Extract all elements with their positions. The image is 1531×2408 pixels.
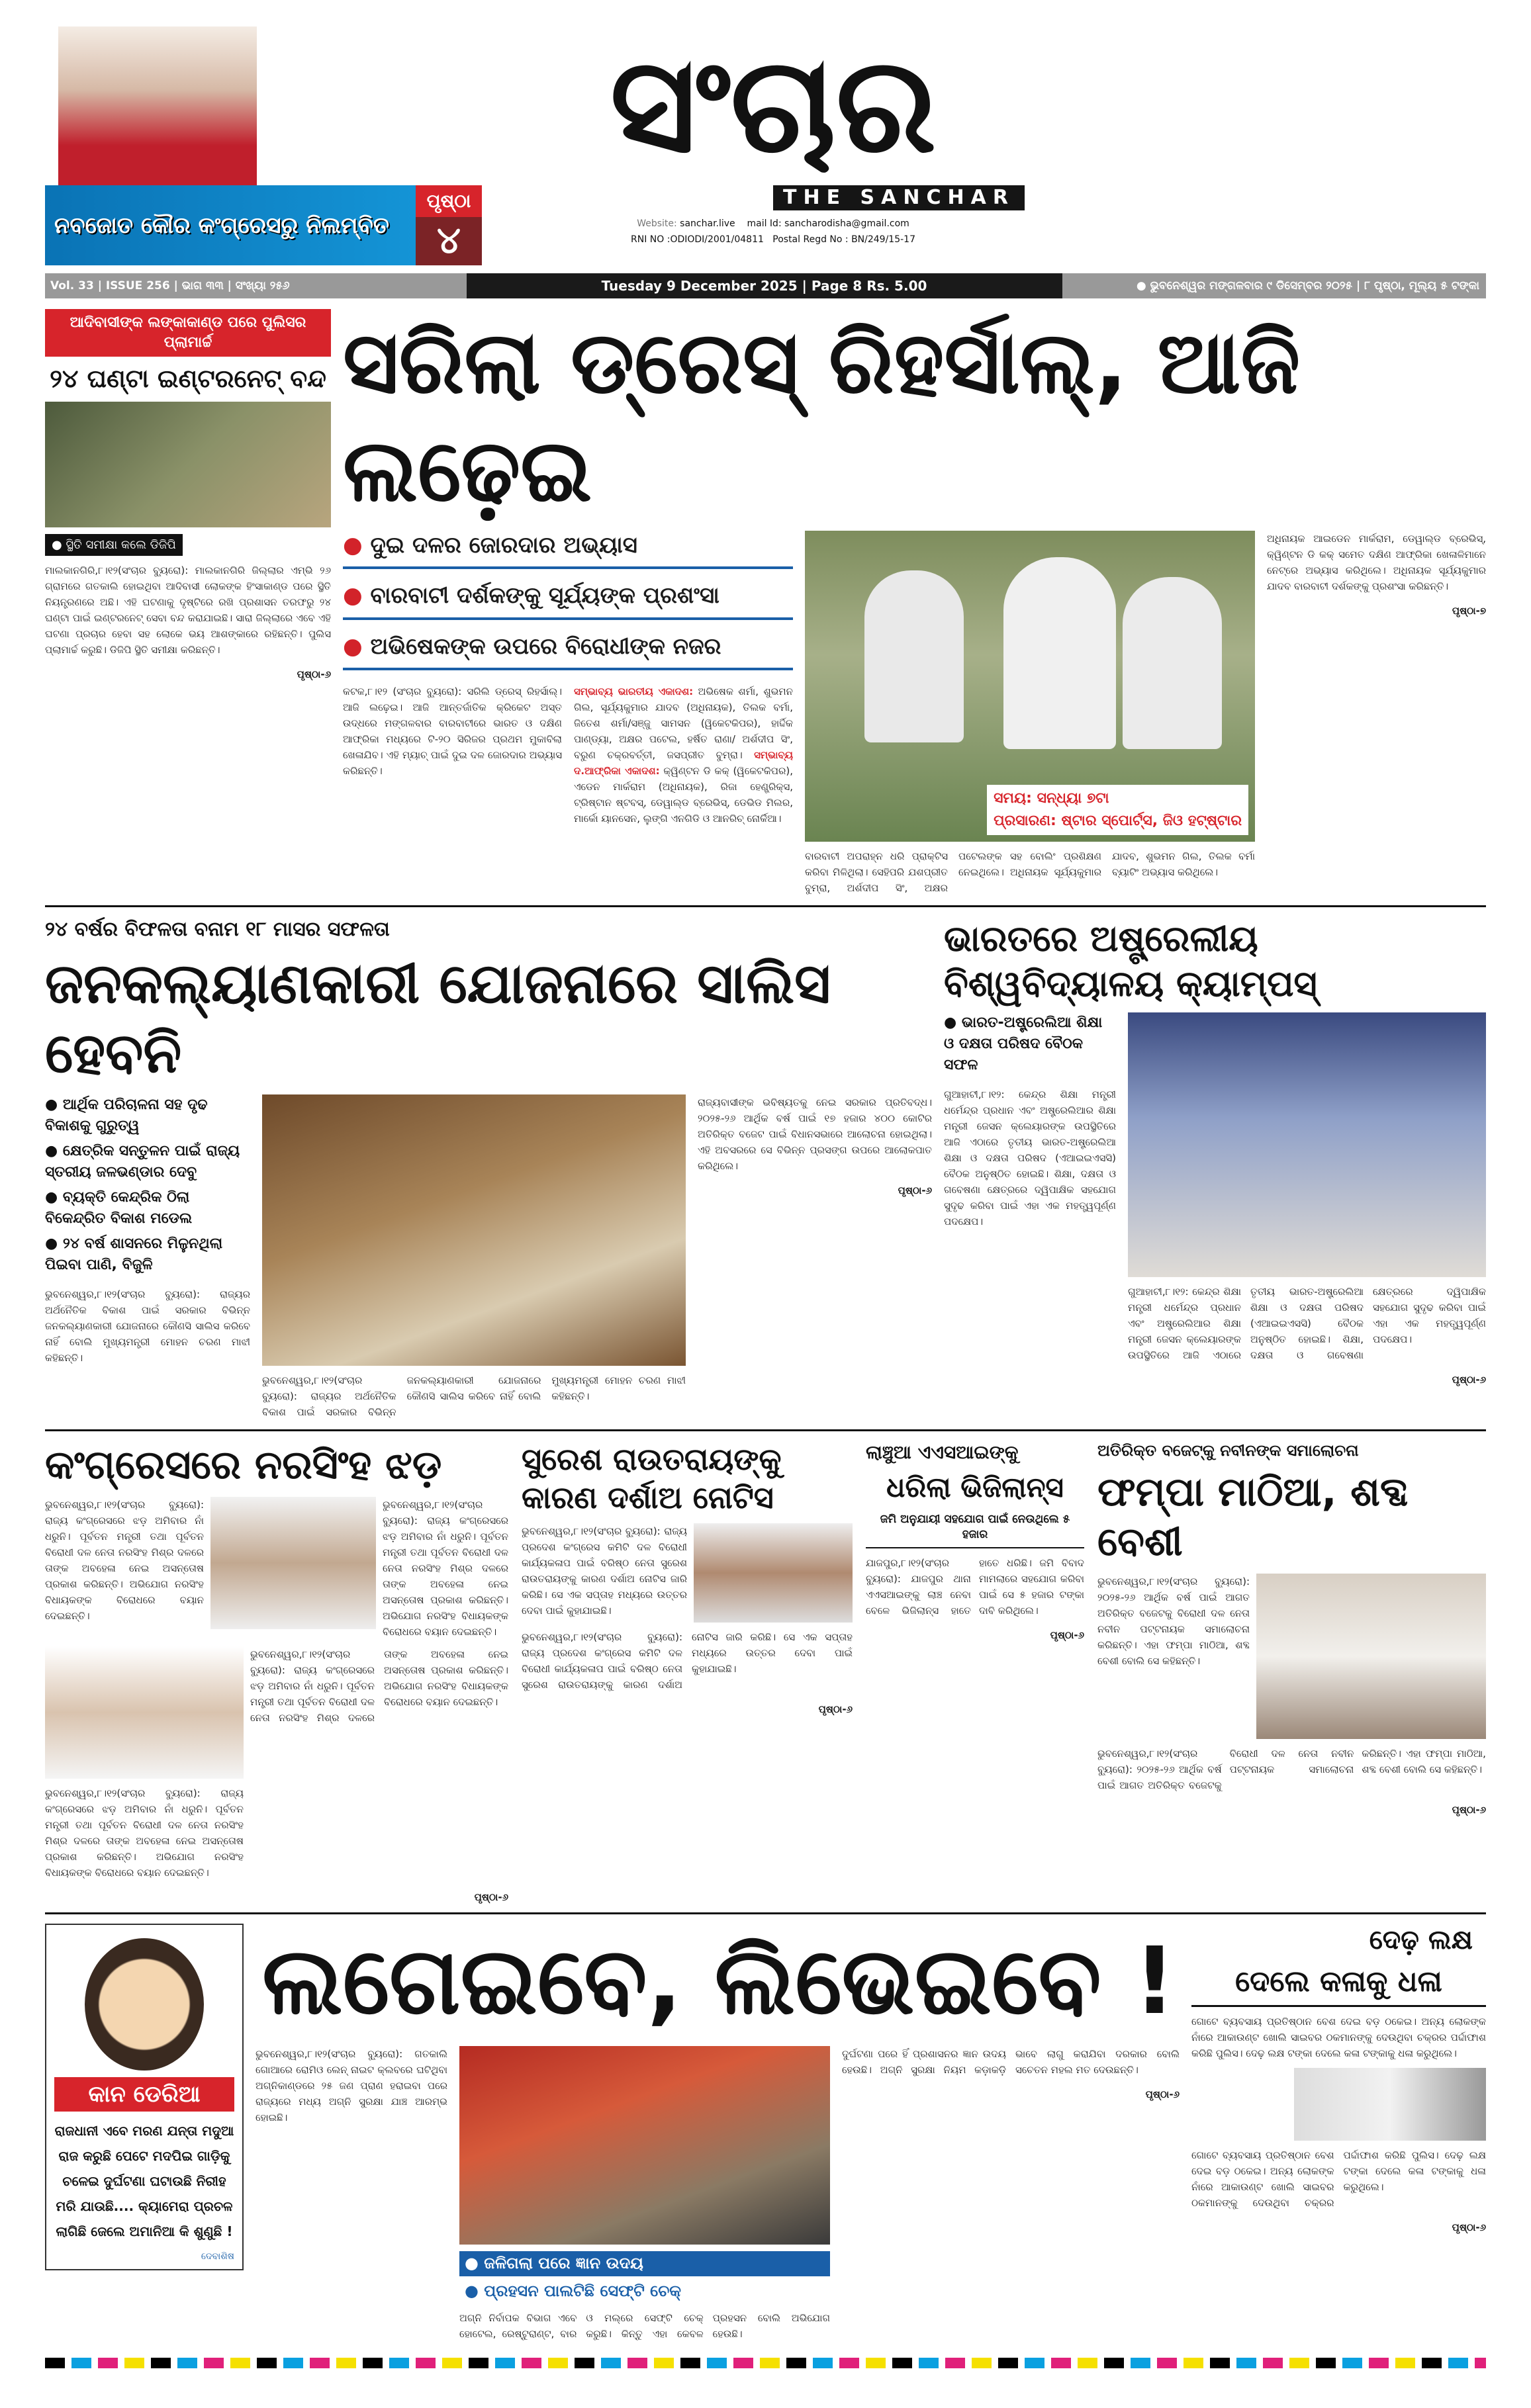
lead-photo xyxy=(805,531,1255,842)
continued[interactable]: ପୃଷ୍ଠା-୬ xyxy=(818,1703,853,1716)
story-fire[interactable] xyxy=(255,1924,1180,2342)
lead-body-2: ବାରବାଟୀ ଅପରାହ୍ନ ଧରି ପ୍ରାକ୍ଟିସ କରିବା ମିଳିଥିଲା। ସେହିପରି ଯଶପ୍ରୀତ ବୁମ୍‌ରା, ଅର୍ଶଦୀପ ସିଂ, ଅକ୍ଷର ପଟେଲଙ୍କ ସହ ବୋଲିଂ ପ୍ରଶିକ୍ଷଣ ନେଇଥିଲେ। ଅଧିନାୟକ ସୂର୍ଯ୍ୟକୁମାର ଯାଦବ, ଶୁଭମନ ଗିଲ, ତିଲକ ବର୍ମା ବ୍ୟାଟିଂ ଅଭ୍ୟାସ କରିଥିଲେ। xyxy=(805,850,1255,895)
narasingha-photo xyxy=(210,1497,376,1629)
cartoon-drawing xyxy=(85,1938,204,2071)
body-1: ଭୁବନେଶ୍ୱର,୮।୧୨(ସଂଚାର ବ୍ୟୁରୋ): ଗତକାଲି ଗୋଆରେ ରୋମିଓ ଲେନ୍ ନାଇଟ କ୍ଲବରେ ଘଟିଥିବା ଅଗ୍ନିକାଣ୍ଡରେ ୨୫ ଜଣ ପ୍ରାଣ ହରାଇବା ପରେ ରାଜ୍ୟରେ ମଧ୍ୟ ଅଗ୍ନି ସୁରକ୍ଷା ଯାଞ୍ଚ ଆରମ୍ଭ ହୋଇଛି। xyxy=(255,2048,447,2124)
naveen-photo xyxy=(1256,1574,1486,1739)
story-welfare[interactable] xyxy=(45,916,932,1420)
bullets: ● ଆର୍ଥିକ ପରିଚାଳନା ସହ ଦୃଢ ବିକାଶକୁ ଗୁରୁତ୍ୱ ● କ୍ଷେତ୍ରିକ ସନ୍ତୁଳନ ପାଇଁ ରାଜ୍ୟ ସ୍ତରୀୟ ଜଳଭଣ୍ଡାର ଦେବୁ ● ବ୍ୟକ୍ତି କେନ୍ଦ୍ରିକ ଠିଲା ବିକେନ୍ଦ୍ରିତ ବିକାଶ ମଡେଲ ● ୨୪ ବର୍ଷ ଶାସନରେ ମିଳୁନଥିଲା ପିଇବା ପାଣି, ବିଜୁଳି xyxy=(45,1094,250,1280)
bullet: ● ଦୁଇ ଦଳର ଜୋରଦାର ଅଭ୍ୟାସ xyxy=(343,531,793,560)
contact-info xyxy=(631,216,915,247)
kicker: ଅତିରିକ୍ତ ବଜେଟ୍‌କୁ ନବୀନଙ୍କ ସମାଲୋଚନା xyxy=(1097,1441,1359,1460)
headline: ଜନକଲ୍ୟାଣକାରୀ ଯୋଜନାରେ ସାଲିସ ହେବନି xyxy=(45,951,831,1086)
photo-bullets: ● ଜଳିଗଲା ପରେ ଜ୍ଞାନ ଉଦୟ ● ପ୍ରହସନ ପାଲଟିଛି ସେଫ୍ଟି ଚେକ୍ xyxy=(459,2251,830,2303)
story-bjd[interactable] xyxy=(1097,1441,1486,1816)
kicker: ଲାଞ୍ଚୁଆ ଏଏସଆଇଙ୍କୁ xyxy=(866,1441,1019,1464)
match-info: ସମୟ: ସନ୍ଧ୍ୟା ୭ଟା ପ୍ରସାରଣ: ଷ୍ଟାର ସ୍ପୋର୍ଟ୍ସ, ଜିଓ ହଟ୍‌ଷ୍ଟାର xyxy=(987,785,1248,835)
body-b: ଭୁବନେଶ୍ୱର,୮।୧୨(ସଂଚାର ବ୍ୟୁରୋ): ରାଜ୍ୟ ପ୍ରଦେଶ କଂଗ୍ରେସ କମିଟି ଦଳ ବିରୋଧୀ କାର୍ଯ୍ୟକଳାପ ପାଇଁ ବରିଷ୍ଠ ନେତା ସୁରେଶ ରାଉତରାୟଙ୍କୁ କାରଣ ଦର୍ଶାଅ ନୋଟିସ ଜାରି କରିଛି। ସେ ଏକ ସପ୍ତାହ ମଧ୍ୟରେ ଉତ୍ତର ଦେବା ପାଇଁ କୁହାଯାଇଛି। xyxy=(522,1631,853,1691)
bullet: ● ବାରବାଟୀ ଦର୍ଶକଙ୍କୁ ସୂର୍ଯ୍ୟଙ୍କ ପ୍ରଶଂସା xyxy=(343,581,793,610)
ministers-photo xyxy=(1128,1012,1486,1277)
continued[interactable]: ପୃଷ୍ଠା-୬ xyxy=(1452,1804,1486,1816)
squad-india: ଅଭିଷେକ ଶର୍ମା, ଶୁଭମନ ଗିଲ, ସୂର୍ଯ୍ୟକୁମାର ଯାଦବ (ଅଧିନାୟକ), ତିଲକ ବର୍ମା, ଜିତେଶ ଶର୍ମା/ସଞ୍ଜୁ ସାମସନ (ୱିକେଟକିପର), ହାର୍ଦ୍ଦିକ ପାଣ୍ଡ୍ୟା, ଅକ୍ଷର ପଟେଲ, ହର୍ଷିତ ରାଣା/ ଅର୍ଶଦୀପ ସିଂ, ବରୁଣ ଚକ୍ରବର୍ତ୍ତୀ, ଜସପ୍ରୀତ ବୁମ୍‌ରା। xyxy=(574,685,793,761)
body-1: ଭୁବନେଶ୍ୱର,୮।୧୨(ସଂଚାର ବ୍ୟୁରୋ): ରାଜ୍ୟର ଅର୍ଥନୈତିକ ବିକାଶ ପାଇଁ ସରକାର ବିଭିନ୍ନ ଜନକଲ୍ୟାଣକାରୀ ଯୋଜନାରେ କୌଣସି ସାଲିସ କରିବେ ନାହିଁ ବୋଲି ମୁଖ୍ୟମନ୍ତ୍ରୀ ମୋହନ ଚରଣ ମାଝୀ କହିଛନ୍ତି। xyxy=(45,1288,250,1364)
pages-price: ୮ ପୃଷ୍ଠା, ମୂଲ୍ୟ ୫ ଟଙ୍କା xyxy=(1364,279,1479,293)
datebar-center xyxy=(467,273,1062,298)
story-loan[interactable] xyxy=(1191,1924,1486,2233)
masthead xyxy=(45,26,1486,265)
teaser[interactable] xyxy=(45,26,482,265)
kicker: ୨୪ ବର୍ଷର ବିଫଳତା ବନାମ ୧୮ ମାସର ସଫଳତା xyxy=(45,918,390,942)
mail[interactable]: sancharodisha@gmail.com xyxy=(784,218,909,229)
lead-headline: ସରିଲା ଡ୍ରେସ୍ ରିହର୍ସାଲ୍, ଆଜି ଲଢ଼େଇ xyxy=(343,312,1301,521)
logo xyxy=(508,26,1038,247)
vol: Vol. 33 xyxy=(50,279,94,293)
headline: ଲଗେଇବେ, ଲିଭେଇବେ ! xyxy=(262,1928,1176,2036)
body-2: ଅଗ୍ନି ନିର୍ବାପକ ବିଭାଗ ଏବେ ହୋଟେଲ, ରେଷ୍ଟୁରାଣ୍ଟ, ବାର ଓ ମଲ୍‌ରେ ସେଫ୍ଟି ଚେକ୍ କରୁଛି। କିନ୍ତୁ ଏହା କେବଳ ପ୍ରହସନ ବୋଲି ଅଭିଯୋଗ ହେଉଛି। xyxy=(459,2312,830,2341)
headline: ୨୪ ଘଣ୍ଟା ଇଣ୍ଟରନେଟ୍ ବନ୍ଦ xyxy=(50,364,326,394)
body: ମାଲକାନଗିରି,୮।୧୨(ସଂଚାର ବ୍ୟୁରୋ): ମାଲକାନଗିରି ଜିଲ୍ଲାର ଏମ୍‌ଭି ୨୬ ଗ୍ରାମରେ ଗତକାଲି ହୋଇଥିବା ଆଦିବାସୀ ଲୋକଙ୍କ ହିଂସାକାଣ୍ଡ ପରେ ସ୍ଥିତି ନିୟନ୍ତ୍ରଣରେ ଅଛି। ଏହି ଘଟଣାକୁ ଦୃଷ୍ଟିରେ ରଖି ପ୍ରଶାସନ ତରଫରୁ ୨୪ ଘଣ୍ଟା ପାଇଁ ଇଣ୍ଟରନେଟ୍ ସେବା ବନ୍ଦ କରାଯାଇଛି। ସାରା ଜିଲ୍ଲାରେ ଏବେ ଏହି ଘଟଣା ପ୍ରଚାର ହେବା ସହ ଲୋକେ ଭୟ ଆଶଙ୍କାରେ ରହିଛନ୍ତି। ପୁଲିସ ପ୍ଲାମାର୍ଚ୍ଚ କରୁଛି। ଡିଜିପି ସ୍ଥିତି ସମୀକ୍ଷା କରିଛନ୍ତି। xyxy=(45,564,331,656)
body: ଭୁବନେଶ୍ୱର,୮।୧୨(ସଂଚାର ବ୍ୟୁରୋ): ରାଜ୍ୟ କଂଗ୍ରେସରେ ଝଡ଼ ଅମିବାର ନାଁ ଧରୁନି। ପୂର୍ବତନ ମନ୍ତ୍ରୀ ତଥା ପୂର୍ବତନ ବିରୋଧୀ ଦଳ ନେତା ନରସିଂହ ମିଶ୍ର ଦଳରେ ତାଙ୍କ ଅବହେଳା ନେଇ ଅସନ୍ତୋଷ ପ୍ରକାଶ କରିଛନ୍ତି। ଅଭିଯୋଗ ନରସିଂହ ବିଧାୟକଙ୍କ ବିରୋଧରେ ବୟାନ ଦେଇଛନ୍ତି। xyxy=(45,1499,204,1623)
headline: ଭାରତରେ ଅଷ୍ଟ୍ରେଲୀୟ ବିଶ୍ୱବିଦ୍ୟାଳୟ କ୍ୟାମ୍ପସ୍ xyxy=(944,918,1317,1004)
kicker: ଆଦିବାସୀଙ୍କ ଲଙ୍କାକାଣ୍ଡ ପରେ ପୁଲିସର ପ୍ଲାମାର୍ଚ୍ଚ xyxy=(45,309,331,357)
firefighters-photo xyxy=(459,2046,830,2245)
suresh-photo xyxy=(694,1523,853,1623)
logo-subtitle: THE SANCHAR xyxy=(773,185,1025,210)
body-b: ଗୋଟେ ବ୍ୟବସାୟ ପ୍ରତିଷ୍ଠାନ ବେଶ ଦେଇ ବଡ଼ ଠକେଇ। ଅନ୍ୟ ଲୋକଙ୍କ ନାଁରେ ଆକାଉଣ୍ଟ ଖୋଲି ସାଇବର ଠକମାନଙ୍କୁ ଦେଉଥିବା ଚକ୍ରର ପର୍ଦ୍ଦାଫାଶ କରିଛି ପୁଲିସ। ଦେଢ଼ ଲକ୍ଷ ଟଙ୍କା ଦେଲେ କଳା ଟଙ୍କାକୁ ଧଳା କରୁଥିଲେ। xyxy=(1191,2149,1486,2209)
assembly-photo xyxy=(262,1094,686,1366)
logo-text: ସଂଚାର xyxy=(610,28,937,183)
teaser-page-box xyxy=(416,185,482,265)
headline: ଦେଲେ କଳାକୁ ଧଳା xyxy=(1191,1963,1486,2007)
bhaga: ଭାଗ ୩୩ xyxy=(181,279,224,293)
story-notice[interactable] xyxy=(522,1441,853,1715)
bullet: ● ଅଭିଷେକଙ୍କ ଉପରେ ବିରୋଧୀଙ୍କ ନଜର xyxy=(343,632,793,661)
photo xyxy=(45,402,331,527)
continued[interactable]: ପୃଷ୍ଠା-୬ xyxy=(1452,2221,1486,2234)
rni: RNI NO :ODIODI/2001/04811 xyxy=(631,234,764,245)
continued[interactable]: ପୃଷ୍ଠା-୬ xyxy=(474,1891,508,1904)
body: ଯାଜପୁର,୮।୧୨(ସଂଚାର ବ୍ୟୁରୋ): ଯାଜପୁର ଥାନା ଏଏସଆଇଙ୍କୁ ଲାଞ୍ଚ ନେବା ବେଳେ ଭିଜିଲାନ୍ସ ହାତେ ହାତେ ଧରିଛି। ଜମି ବିବାଦ ମାମଲାରେ ସହଯୋଗ କରିବା ପାଇଁ ସେ ୫ ହଜାର ଟଙ୍କା ଦାବି କରିଥିଲେ। xyxy=(866,1557,1084,1617)
continued[interactable]: ପୃଷ୍ଠା-୬ xyxy=(1145,2088,1180,2101)
body-d: ଭୁବନେଶ୍ୱର,୮।୧୨(ସଂଚାର ବ୍ୟୁରୋ): ରାଜ୍ୟ କଂଗ୍ରେସରେ ଝଡ଼ ଅମିବାର ନାଁ ଧରୁନି। ପୂର୍ବତନ ମନ୍ତ୍ରୀ ତଥା ପୂର୍ବତନ ବିରୋଧୀ ଦଳ ନେତା ନରସିଂହ ମିଶ୍ର ଦଳରେ ତାଙ୍କ ଅବହେଳା ନେଇ ଅସନ୍ତୋଷ ପ୍ରକାଶ କରିଛନ୍ତି। ଅଭିଯୋଗ ନରସିଂହ ବିଧାୟକଙ୍କ ବିରୋଧରେ ବୟାନ ଦେଇଛନ୍ତି। xyxy=(45,1787,244,1879)
website[interactable]: sanchar.live xyxy=(680,218,735,229)
body-c: ଭୁବନେଶ୍ୱର,୮।୧୨(ସଂଚାର ବ୍ୟୁରୋ): ରାଜ୍ୟ କଂଗ୍ରେସରେ ଝଡ଼ ଅମିବାର ନାଁ ଧରୁନି। ପୂର୍ବତନ ମନ୍ତ୍ରୀ ତଥା ପୂର୍ବତନ ବିରୋଧୀ ଦଳ ନେତା ନରସିଂହ ମିଶ୍ର ଦଳରେ ତାଙ୍କ ଅବହେଳା ନେଇ ଅସନ୍ତୋଷ ପ୍ରକାଶ କରିଛନ୍ତି। ଅଭିଯୋଗ ନରସିଂହ ବିଧାୟକଙ୍କ ବିରୋଧରେ ବୟାନ ଦେଇଛନ୍ତି। xyxy=(250,1648,508,1724)
teaser-headline-box xyxy=(45,185,416,265)
continued[interactable]: ପୃଷ୍ଠା-୬ xyxy=(1050,1629,1084,1642)
lead-squads xyxy=(574,684,793,826)
lead-body-1: କଟକ,୮।୧୨ (ସଂଚାର ବ୍ୟୁରୋ): ସରିଲି ଡ୍ରେସ୍ ରିହର୍ସାଲ୍। ଆଜି ଲଢ଼େଇ। ଆଜି ଆନ୍ତର୍ଜାତିକ କ୍ରିକେଟ ଅସ୍ତ ଉଦ୍ଧରେ ମଙ୍ଗଳବାର ବାରବାଟୀରେ ଭାରତ ଓ ଦକ୍ଷିଣ ଆଫ୍ରିକା ମଧ୍ୟରେ ଟି-୨୦ ସିରିଜର ପ୍ରଥମ ମୁକାବିଲା ଖେଳାଯିବ। ଏହି ମ୍ୟାଚ୍ ପାଇଁ ଦୁଇ ଦଳ ଜୋରଦାର ଅଭ୍ୟାସ କରିଛନ୍ତି। xyxy=(343,685,562,777)
body: ଭୁବନେଶ୍ୱର,୮।୧୨(ସଂଚାର ବ୍ୟୁରୋ): ୨୦୨୫-୨୬ ଆର୍ଥିକ ବର୍ଷ ପାଇଁ ଆଗତ ଅତିରିକ୍ତ ବଜେଟକୁ ବିରୋଧୀ ଦଳ ନେତା ନବୀନ ପଟ୍ଟନାୟକ ସମାଲୋଚନା କରିଛନ୍ତି। ଏହା ଫମ୍ପା ମାଠିଆ, ଶବ୍ଦ ବେଶୀ ବୋଲି ସେ କହିଛନ୍ତି। xyxy=(1097,1576,1250,1668)
teaser-photo xyxy=(58,26,257,185)
leader-photo xyxy=(45,1646,244,1779)
headline: ସୁରେଶ ରାଉତରାୟଙ୍କୁ କାରଣ ଦର୍ଶାଅ ନୋଟିସ xyxy=(522,1441,782,1515)
continued[interactable]: ପୃଷ୍ଠା-୬ xyxy=(898,1184,932,1197)
teaser-headline: ନବଜୋତ କୌର କଂଗ୍ରେସରୁ ନିଲମ୍ବିତ xyxy=(54,212,390,239)
squad-sa-label: ସମ୍ଭାବ୍ୟ ଦ.ଆଫ୍ରିକା ଏକାଦଶ: xyxy=(574,748,793,777)
squad-sa: କ୍ୱିଣ୍ଟନ ଡି କକ୍ (ୱିକେଟକିପର), ଏଡେନ ମାର୍କରାମ (ଅଧିନାୟକ), ରିଜା ହେଣ୍ଡ୍ରିକ୍ସ, ଟ୍ରିଷ୍ଟାନ ଷ୍ଟବସ୍, ଡେୱାଲ୍ଡ ବ୍ରେଭିସ୍, ଡେଭିଡ ମିଲର, ମାର୍କୋ ୟାନସେନ, ଲୁଙ୍ଗି ଏନଗିଡି ଓ ଆନରିଚ୍ ନୋର୍କିଆ। xyxy=(574,764,793,825)
bullet: ● ଭାରତ-ଅଷ୍ଟ୍ରେଲିଆ ଶିକ୍ଷା ଓ ଦକ୍ଷତା ପରିଷଦ ବୈଠକ ସଫଳ xyxy=(944,1012,1116,1076)
cartoon-title: କାନ ଡେରିଆ xyxy=(54,2077,234,2112)
subhead: ଜମି ଅନୁଯାୟୀ ସହଯୋଗ ପାଇଁ ନେଉଥିଲେ ୫ ହଜାର xyxy=(866,1512,1084,1549)
body-b: ଗୁଆହାଟୀ,୮।୧୨: କେନ୍ଦ୍ର ଶିକ୍ଷା ମନ୍ତ୍ରୀ ଧର୍ମେନ୍ଦ୍ର ପ୍ରଧାନ ଏବଂ ଅଷ୍ଟ୍ରେଲିଆର ଶିକ୍ଷା ମନ୍ତ୍ରୀ ଜେସନ କ୍ଲେୟାରଙ୍କ ଉପସ୍ଥିତିରେ ଆଜି ଏଠାରେ ତୃତୀୟ ଭାରତ-ଅଷ୍ଟ୍ରେଲିଆ ଶିକ୍ଷା ଓ ଦକ୍ଷତା ପରିଷଦ (ଏଆଇଇଏସସି) ବୈଠକ ଅନୁଷ୍ଠିତ ହୋଇଛି। ଶିକ୍ଷା, ଦକ୍ଷତା ଓ ଗବେଷଣା କ୍ଷେତ୍ରରେ ଦ୍ୱିପାକ୍ଷିକ ସହଯୋଗ ସୁଦୃଢ କରିବା ପାଇଁ ଏହା ଏକ ମହତ୍ତ୍ୱପୂର୍ଣ୍ଣ ପଦକ୍ଷେପ। xyxy=(1128,1286,1486,1362)
lead-bullets xyxy=(343,531,793,677)
postal: Postal Regd No : BN/249/15-17 xyxy=(772,234,915,245)
cartoon-text: ରାଜଧାନୀ ଏବେ ମରଣ ଯନ୍ତା ମଦୁଆ ରାଜ କରୁଛି ପେଟେ ମଦପିଇ ଗାଡ଼ିକୁ ଚଳେଇ ଦୁର୍ଘଟଣା ଘଟାଉଛି ନିରୀହ ମରି ଯାଉଛି.... କ୍ୟାମେରା ପ୍ରଚଳ ଲାଗିଛି ଜେଲେ ଅମାନିଆ କି ଶୁଣୁଛି ! xyxy=(54,2123,234,2240)
lead-continued[interactable]: ପୃଷ୍ଠା-୭ xyxy=(1452,605,1486,617)
body-2: ରାଜ୍ୟବାସୀଙ୍କ ଭବିଷ୍ୟତକୁ ନେଇ ସରକାର ପ୍ରତିବଦ୍ଧ। ୨୦୨୫-୨୬ ଆର୍ଥିକ ବର୍ଷ ପାଇଁ ୧୭ ହଜାର ୪୦୦ କୋଟିର ଅତିରିକ୍ତ ବଜେଟ ପାଇଁ ବିଧାନସଭାରେ ଆଲୋଚନା ହୋଇଥିଲା। ଏହି ଅବସରରେ ସେ ବିଭିନ୍ନ ପ୍ରସଙ୍ଗ ଉପରେ ଆଲୋକପାତ କରିଥିଲେ। xyxy=(698,1096,932,1173)
squad-india-label: ସମ୍ଭାବ୍ୟ ଭାରତୀୟ ଏକାଦଶ: xyxy=(574,685,694,697)
body-b: ଭୁବନେଶ୍ୱର,୮।୧୨(ସଂଚାର ବ୍ୟୁରୋ): ରାଜ୍ୟ କଂଗ୍ରେସରେ ଝଡ଼ ଅମିବାର ନାଁ ଧରୁନି। ପୂର୍ବତନ ମନ୍ତ୍ରୀ ତଥା ପୂର୍ବତନ ବିରୋଧୀ ଦଳ ନେତା ନରସିଂହ ମିଶ୍ର ଦଳରେ ତାଙ୍କ ଅବହେଳା ନେଇ ଅସନ୍ତୋଷ ପ୍ରକାଶ କରିଛନ୍ତି। ଅଭିଯୋଗ ନରସିଂହ ବିଧାୟକଙ୍କ ବିରୋଧରେ ବୟାନ ଦେଇଛନ୍ତି। xyxy=(383,1499,508,1638)
continued[interactable]: ପୃଷ୍ଠା-୬ xyxy=(297,668,331,680)
color-registration-bar xyxy=(45,2358,1486,2368)
body-1b: ଭୁବନେଶ୍ୱର,୮।୧୨(ସଂଚାର ବ୍ୟୁରୋ): ରାଜ୍ୟର ଅର୍ଥନୈତିକ ବିକାଶ ପାଇଁ ସରକାର ବିଭିନ୍ନ ଜନକଲ୍ୟାଣକାରୀ ଯୋଜନାରେ କୌଣସି ସାଲିସ କରିବେ ନାହିଁ ବୋଲି ମୁଖ୍ୟମନ୍ତ୍ରୀ ମୋହନ ଚରଣ ମାଝୀ କହିଛନ୍ତି। xyxy=(262,1374,686,1419)
body-3: ଦୁର୍ଘଟଣା ପରେ ହିଁ ପ୍ରଶାସନର ଜ୍ଞାନ ଉଦୟ ହେଉଛି। ଅଗ୍ନି ସୁରକ୍ଷା ନିୟମ କଡ଼ାକଡ଼ି ଭାବେ ଲାଗୁ କରାଯିବା ଦରକାର ବୋଲି ସଚେତନ ମହଲ ମତ ଦେଉଛନ୍ତି। xyxy=(842,2048,1180,2076)
lead-body-3: ଅଧିନାୟକ ଆଇଡେନ ମାର୍କରାମ, ଡେୱାଲ୍ଡ ବ୍ରେଭିସ୍, କ୍ୱିଣ୍ଟନ ଡି କକ୍ ସମେତ ଦକ୍ଷିଣ ଆଫ୍ରିକା ଖେଳାଳିମାନେ ନେଟ୍‌ରେ ଅଭ୍ୟାସ କରିଥିଲେ। ଅଧିନାୟକ ସୂର୍ଯ୍ୟକୁମାର ଯାଦବ ବାରବାଟୀ ଦର୍ଶକଙ୍କୁ ପ୍ରଶଂସା କରିଛନ୍ତି। xyxy=(1267,533,1486,593)
headline: ଧରିଲା ଭିଜିଲାନ୍ସ xyxy=(886,1471,1064,1504)
story-university[interactable] xyxy=(944,916,1486,1386)
issue: ISSUE 256 xyxy=(105,279,170,293)
website-label: Website: xyxy=(637,218,677,229)
datebar: Vol. 33 | ISSUE 256 | ଭାଗ ୩୩ | ସଂଖ୍ୟା ୨୫୬ Tuesday 9 December 2025 | Page 8 Rs. 5.00 ● ଭୁବନେଶ୍ୱର ମଙ୍ଗଳବାର ୯ ଡିସେମ୍ବର ୨୦୨୫ | ୮ ପୃଷ୍ଠା, ମୂଲ୍ୟ ୫ ଟଙ୍କା xyxy=(45,273,1486,298)
body-b: ଭୁବନେଶ୍ୱର,୮।୧୨(ସଂଚାର ବ୍ୟୁରୋ): ୨୦୨୫-୨୬ ଆର୍ଥିକ ବର୍ଷ ପାଇଁ ଆଗତ ଅତିରିକ୍ତ ବଜେଟକୁ ବିରୋଧୀ ଦଳ ନେତା ନବୀନ ପଟ୍ଟନାୟକ ସମାଲୋଚନା କରିଛନ୍ତି। ଏହା ଫମ୍ପା ମାଠିଆ, ଶବ୍ଦ ବେଶୀ ବୋଲି ସେ କହିଛନ୍ତି। xyxy=(1097,1748,1486,1792)
kicker: ଦେଢ଼ ଲକ୍ଷ xyxy=(1369,1925,1473,1956)
story-bribe[interactable] xyxy=(866,1441,1084,1641)
body: ଗୋଟେ ବ୍ୟବସାୟ ପ୍ରତିଷ୍ଠାନ ବେଶ ଦେଇ ବଡ଼ ଠକେଇ। ଅନ୍ୟ ଲୋକଙ୍କ ନାଁରେ ଆକାଉଣ୍ଟ ଖୋଲି ସାଇବର ଠକମାନଙ୍କୁ ଦେଉଥିବା ଚକ୍ରର ପର୍ଦ୍ଦାଫାଶ କରିଛି ପୁଲିସ। ଦେଢ଼ ଲକ୍ଷ ଟଙ୍କା ଦେଲେ କଳା ଟଙ୍କାକୁ ଧଳା କରୁଥିଲେ। xyxy=(1191,2016,1486,2060)
cartoon-signature: ଦେବାଶିଷ xyxy=(201,2251,234,2262)
story-congress[interactable] xyxy=(45,1441,508,1903)
mail-label: mail Id: xyxy=(747,218,782,229)
cartoon xyxy=(45,1924,244,2270)
teaser-page-num: ୪ xyxy=(437,219,461,263)
odia-date: ଭୁବନେଶ୍ୱର ମଙ୍ଗଳବାର ୯ ଡିସେମ୍ବର ୨୦୨୫ xyxy=(1150,279,1353,293)
continued[interactable]: ପୃଷ୍ଠା-୬ xyxy=(1452,1374,1486,1386)
date-page-price: Tuesday 9 December 2025 | Page 8 Rs. 5.00 xyxy=(601,278,927,294)
body: ଗୁଆହାଟୀ,୮।୧୨: କେନ୍ଦ୍ର ଶିକ୍ଷା ମନ୍ତ୍ରୀ ଧର୍ମେନ୍ଦ୍ର ପ୍ରଧାନ ଏବଂ ଅଷ୍ଟ୍ରେଲିଆର ଶିକ୍ଷା ମନ୍ତ୍ରୀ ଜେସନ କ୍ଲେୟାରଙ୍କ ଉପସ୍ଥିତିରେ ଆଜି ଏଠାରେ ତୃତୀୟ ଭାରତ-ଅଷ୍ଟ୍ରେଲିଆ ଶିକ୍ଷା ଓ ଦକ୍ଷତା ପରିଷଦ (ଏଆଇଇଏସସି) ବୈଠକ ଅନୁଷ୍ଠିତ ହୋଇଛି। ଶିକ୍ଷା, ଦକ୍ଷତା ଓ ଗବେଷଣା କ୍ଷେତ୍ରରେ ଦ୍ୱିପାକ୍ଷିକ ସହଯୋଗ ସୁଦୃଢ କରିବା ପାଇଁ ଏହା ଏକ ମହତ୍ତ୍ୱପୂର୍ଣ୍ଣ ପଦକ୍ଷେପ। xyxy=(944,1089,1116,1228)
loan-photo xyxy=(1294,2068,1486,2141)
caption: ● ସ୍ଥିତି ସମୀକ୍ଷା କଲେ ଡିଜିପି xyxy=(45,534,183,556)
body: ଭୁବନେଶ୍ୱର,୮।୧୨(ସଂଚାର ବ୍ୟୁରୋ): ରାଜ୍ୟ ପ୍ରଦେଶ କଂଗ୍ରେସ କମିଟି ଦଳ ବିରୋଧୀ କାର୍ଯ୍ୟକଳାପ ପାଇଁ ବରିଷ୍ଠ ନେତା ସୁରେଶ ରାଉତରାୟଙ୍କୁ କାରଣ ଦର୍ଶାଅ ନୋଟିସ ଜାରି କରିଛି। ସେ ଏକ ସପ୍ତାହ ମଧ୍ୟରେ ଉତ୍ତର ଦେବା ପାଇଁ କୁହାଯାଇଛି। xyxy=(522,1525,687,1617)
headline: ଫମ୍ପା ମାଠିଆ, ଶବ୍ଦ ବେଶୀ xyxy=(1097,1469,1409,1566)
story-internet[interactable] xyxy=(45,309,331,680)
teaser-page-label: ପୃଷ୍ଠା xyxy=(416,185,482,217)
sankhya: ସଂଖ୍ୟା ୨୫୬ xyxy=(235,279,290,293)
headline: କଂଗ୍ରେସରେ ନରସିଂହ ଝଡ଼ xyxy=(45,1442,442,1489)
